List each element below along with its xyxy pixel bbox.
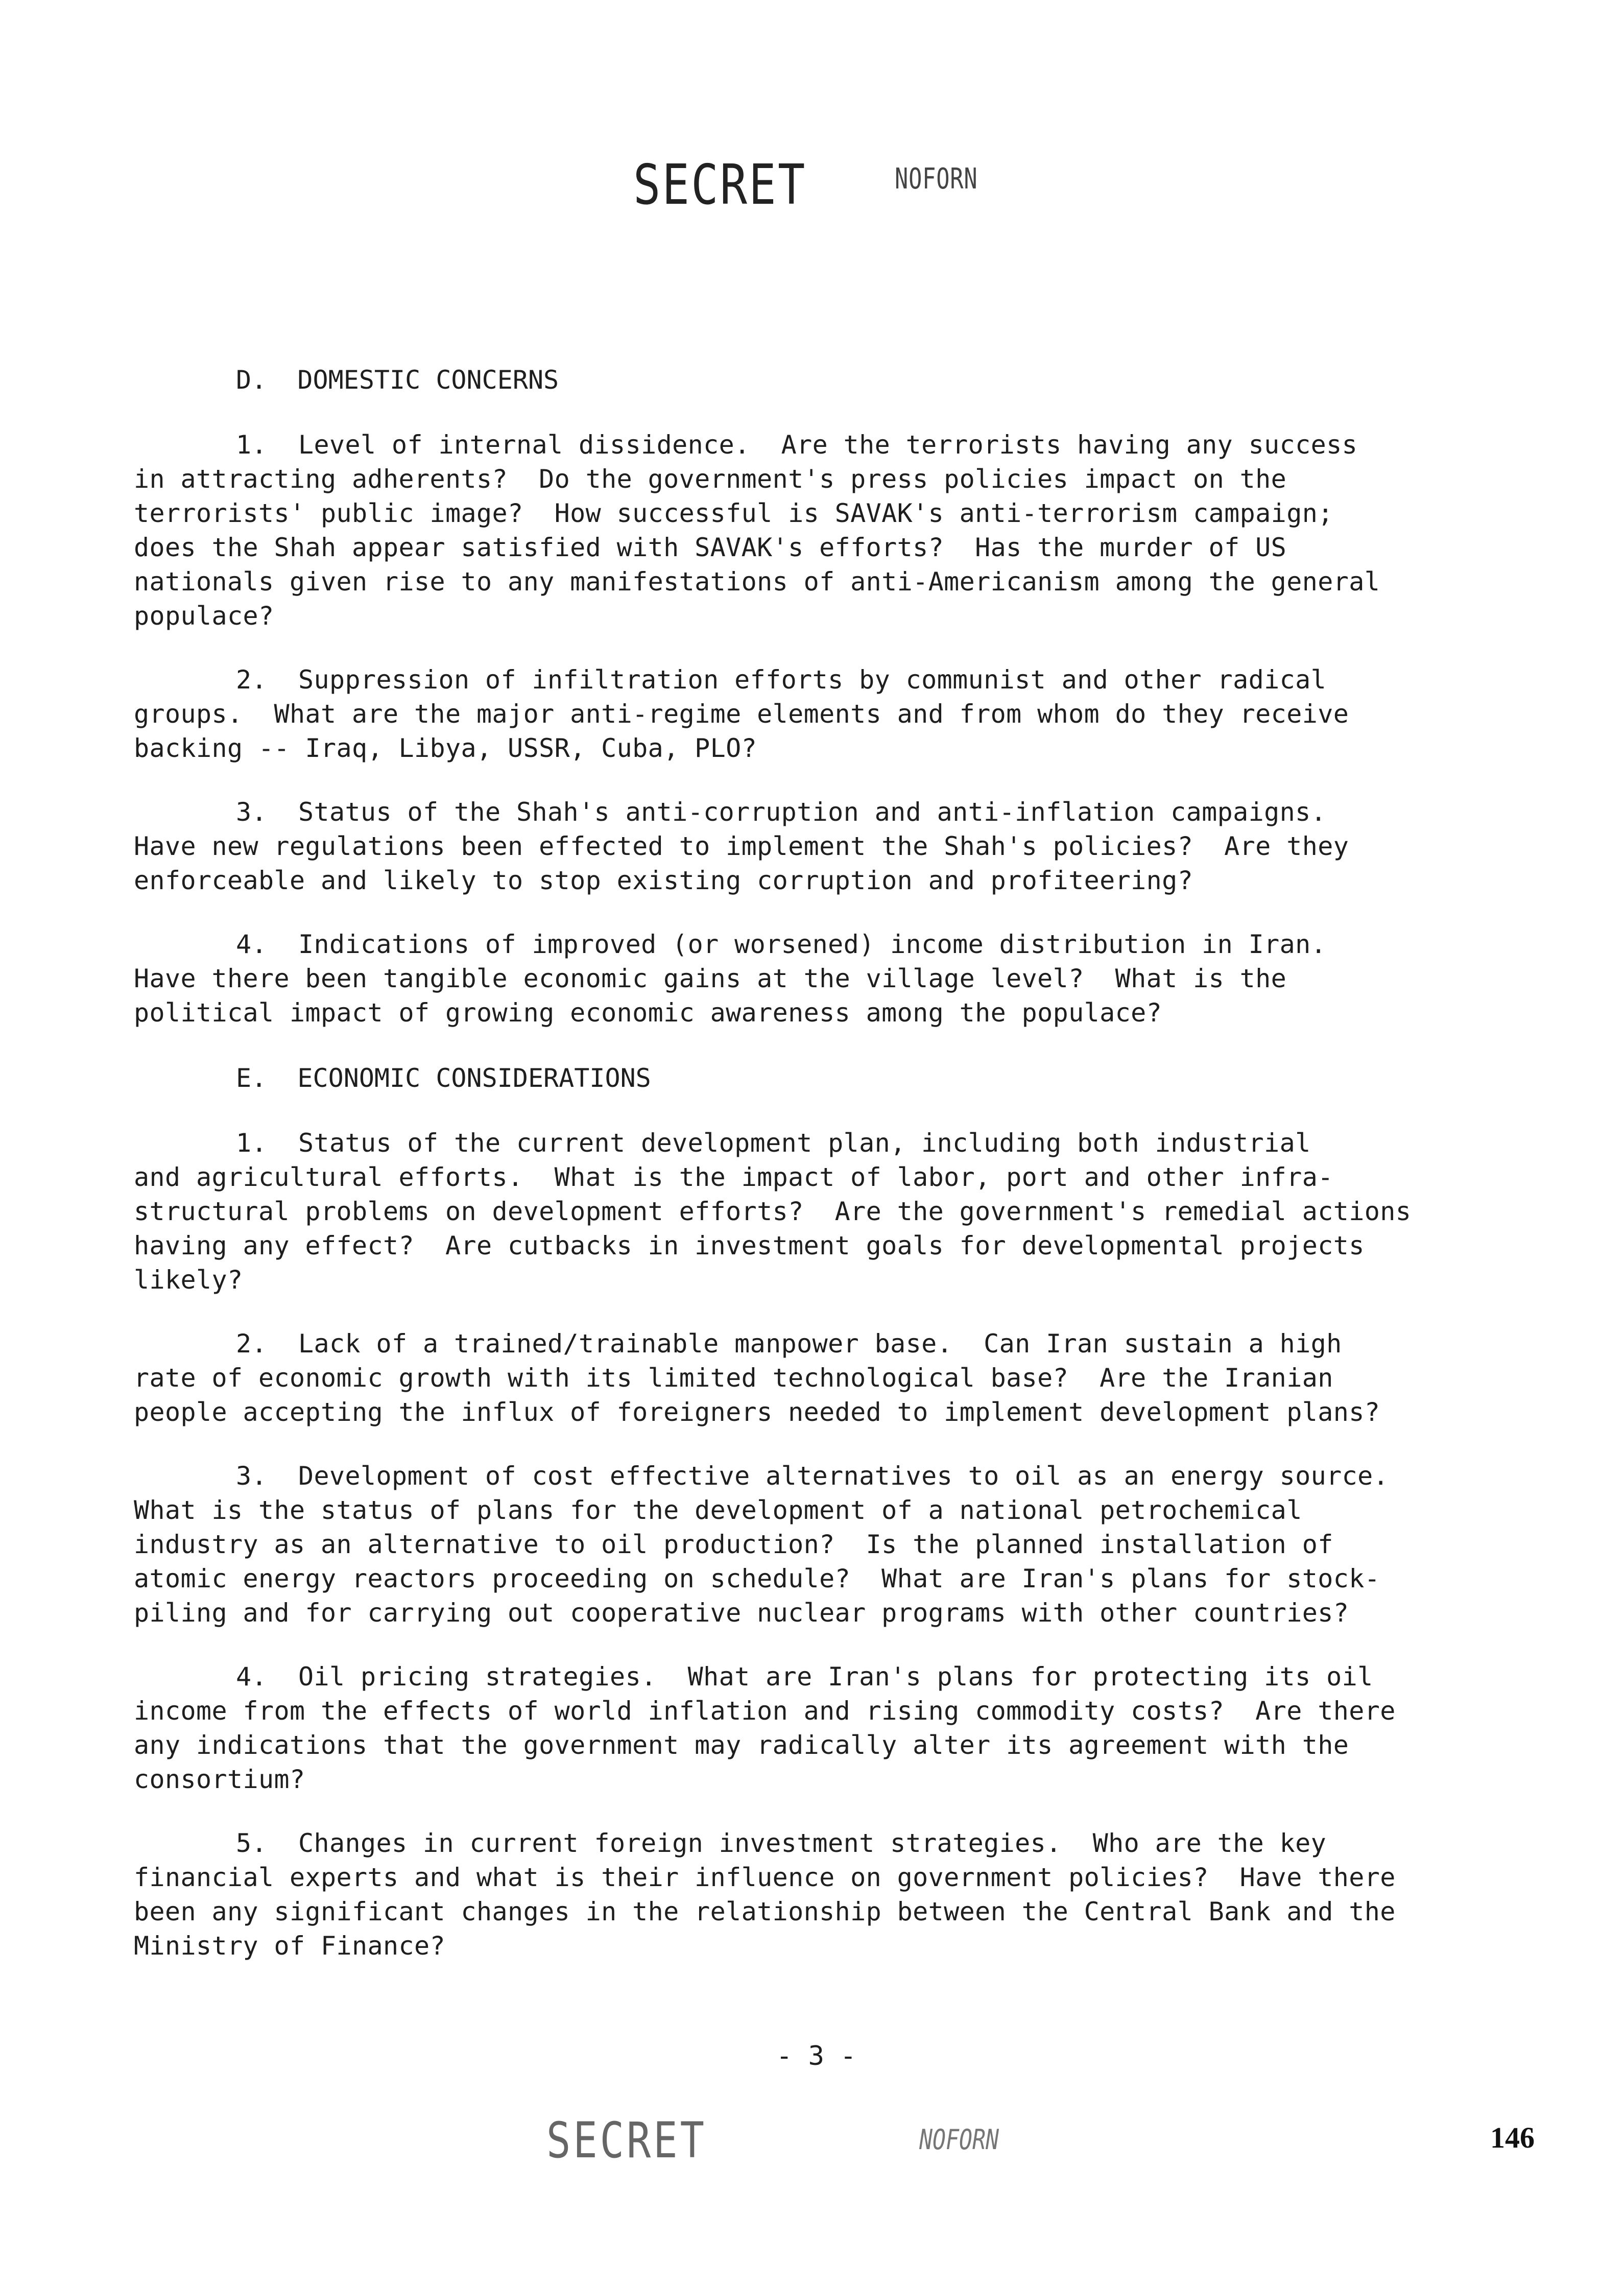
text-line: rate of economic growth with its limited technological base? Are the Iranian xyxy=(134,1363,1333,1393)
paragraph xyxy=(134,927,1533,1030)
text-line: 1. Status of the current development plan, including both industrial xyxy=(236,1128,1311,1158)
text-line: 4. Oil pricing strategies. What are Iran's plans for protecting its oil xyxy=(236,1662,1373,1692)
text-line: industry as an alternative to oil production? Is the planned installation of xyxy=(134,1530,1333,1559)
text-line: atomic energy reactors proceeding on schedule? What are Iran's plans for stock- xyxy=(134,1564,1380,1593)
text-line: any indications that the government may radically alter its agreement with the xyxy=(134,1730,1349,1760)
text-line: financial experts and what is their influence on government policies? Have there xyxy=(134,1863,1396,1892)
paragraph xyxy=(134,1459,1533,1630)
paragraph xyxy=(134,1126,1533,1297)
text-line: in attracting adherents? Do the government's press policies impact on the xyxy=(134,464,1287,494)
text-line: 4. Indications of improved (or worsened) income distribution in Iran. xyxy=(236,930,1327,959)
section-heading: E. ECONOMIC CONSIDERATIONS xyxy=(236,1063,651,1093)
classification-stamp-bottom: SECRET xyxy=(546,2112,707,2169)
text-line: groups. What are the major anti-regime elements and from whom do they receive xyxy=(134,699,1349,729)
document-body xyxy=(134,362,1533,1993)
text-line: 3. Status of the Shah's anti-corruption and anti-inflation campaigns. xyxy=(236,797,1327,827)
text-line: structural problems on development efforts? Are the government's remedial actions xyxy=(134,1197,1412,1226)
paragraph xyxy=(134,1660,1533,1797)
text-line: 2. Lack of a trained/trainable manpower base. Can Iran sustain a high xyxy=(236,1329,1342,1359)
section-domestic-concerns xyxy=(134,362,1533,1030)
text-line: 1. Level of internal dissidence. Are the terrorists having any success xyxy=(236,430,1358,460)
text-line: 2. Suppression of infiltration efforts by communist and other radical xyxy=(236,665,1327,695)
section-heading: D. DOMESTIC CONCERNS xyxy=(236,365,559,395)
text-line: populace? xyxy=(134,601,274,631)
text-line: and agricultural efforts. What is the impact of labor, port and other infra- xyxy=(134,1162,1333,1192)
text-line: political impact of growing economic awareness among the populace? xyxy=(134,998,1162,1028)
text-line: enforceable and likely to stop existing corruption and profiteering? xyxy=(134,866,1193,895)
dissemination-marking-bottom: NOFORN xyxy=(919,2124,999,2156)
text-line: people accepting the influx of foreigners needed to implement development plans? xyxy=(134,1397,1380,1427)
text-line: What is the status of plans for the development of a national petrochemical xyxy=(134,1495,1302,1525)
paragraph xyxy=(134,1327,1533,1430)
paragraph xyxy=(134,663,1533,766)
text-line: been any significant changes in the relationship between the Central Bank and the xyxy=(134,1897,1396,1926)
text-line: Have new regulations been effected to implement the Shah's policies? Are they xyxy=(134,831,1349,861)
page-number: - 3 - xyxy=(776,2041,856,2071)
paragraph xyxy=(134,795,1533,898)
text-line: likely? xyxy=(134,1265,243,1295)
paragraph xyxy=(134,428,1533,633)
text-line: does the Shah appear satisfied with SAVAK's efforts? Has the murder of US xyxy=(134,533,1287,562)
text-line: consortium? xyxy=(134,1765,305,1794)
paragraph xyxy=(134,1826,1533,1963)
text-line: income from the effects of world inflation and rising commodity costs? Are there xyxy=(134,1696,1396,1726)
text-line: backing -- Iraq, Libya, USSR, Cuba, PLO? xyxy=(134,733,757,763)
classification-stamp-top: SECRET xyxy=(633,153,807,217)
text-line: Have there been tangible economic gains at the village level? What is the xyxy=(134,964,1287,993)
text-line: piling and for carrying out cooperative nuclear programs with other countries? xyxy=(134,1598,1349,1628)
text-line: 5. Changes in current foreign investment strategies. Who are the key xyxy=(236,1828,1327,1858)
text-line: nationals given rise to any manifestations of anti-Americanism among the general xyxy=(134,567,1380,597)
text-line: having any effect? Are cutbacks in investment goals for developmental projects xyxy=(134,1231,1365,1260)
folio-number: 146 xyxy=(1490,2121,1535,2154)
text-line: Ministry of Finance? xyxy=(134,1931,446,1961)
dissemination-marking-top: NOFORN xyxy=(895,162,978,196)
text-line: terrorists' public image? How successful is SAVAK's anti-terrorism campaign; xyxy=(134,498,1333,528)
section-economic-considerations xyxy=(134,1060,1533,1963)
text-line: 3. Development of cost effective alternatives to oil as an energy source. xyxy=(236,1461,1389,1491)
